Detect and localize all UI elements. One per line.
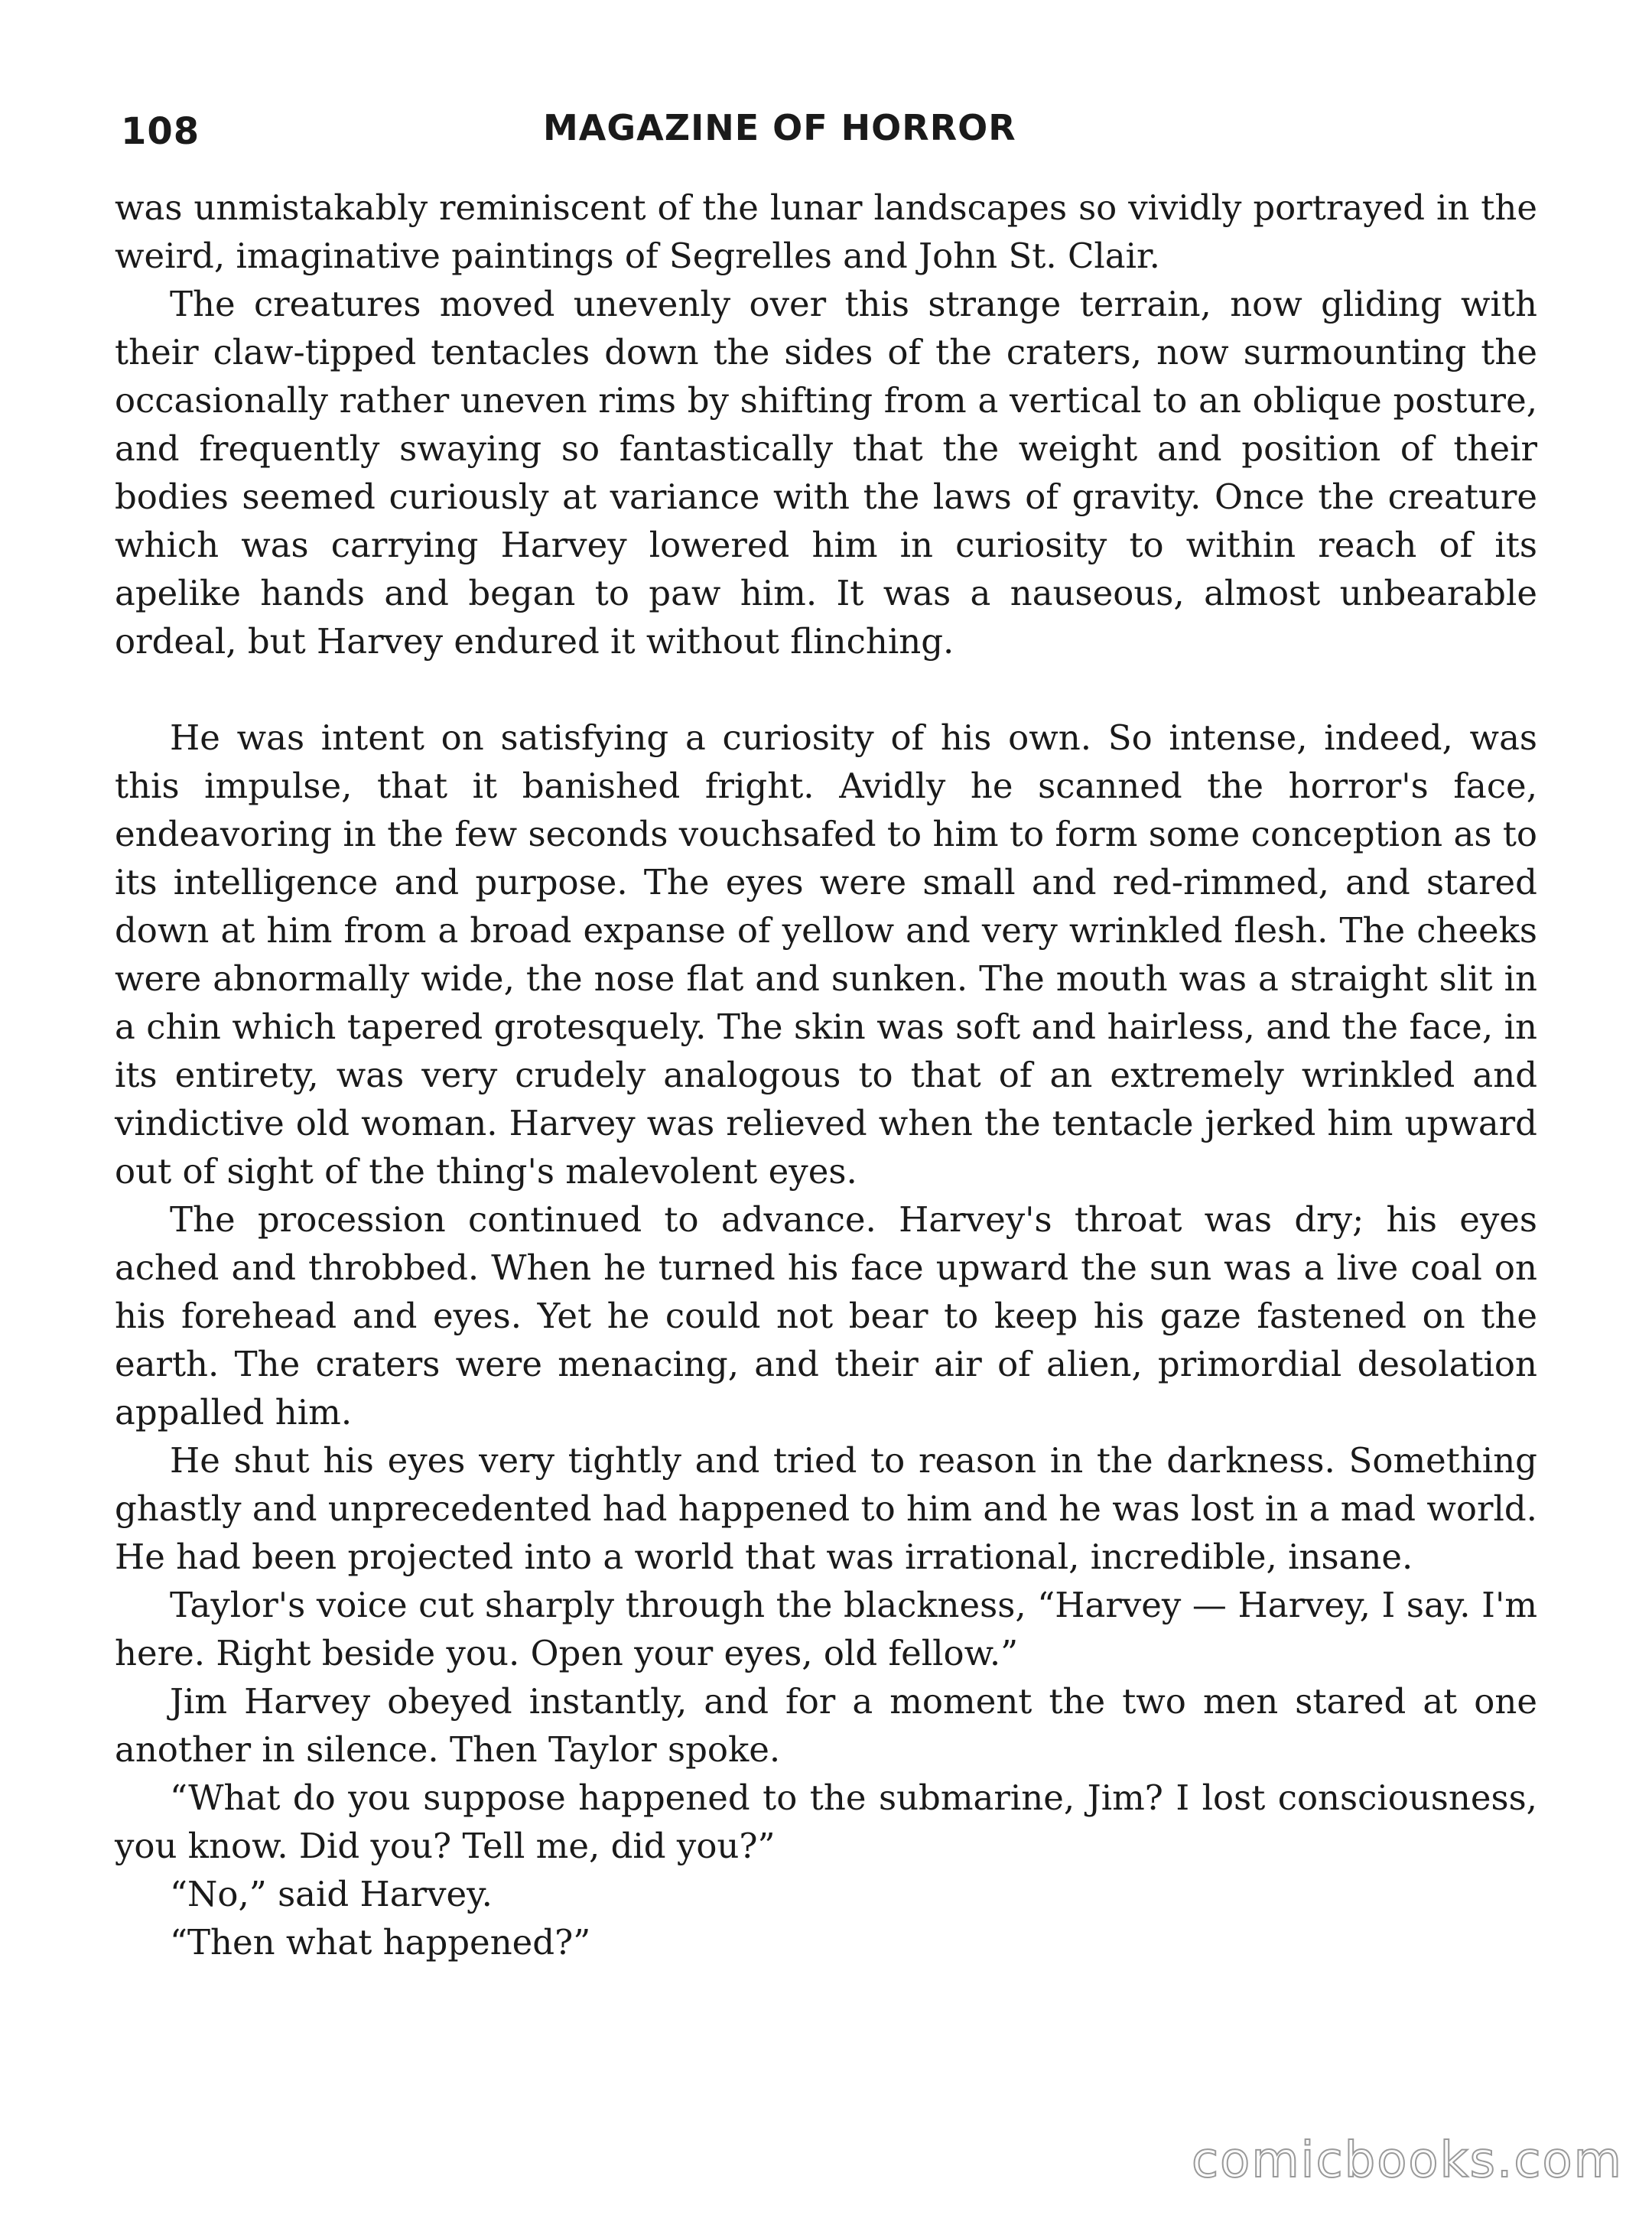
paragraph: “No,” said Harvey.: [170, 1874, 493, 1914]
paragraph: The creatures moved unevenly over this strange terrain, now gliding with their claw-tipped tentacles down the sides of the craters, now surmounting the occasionally rather uneven rims by shifting from a vertical to an oblique posture, and frequently swaying so fantastically that the weight and position of their bodies seemed curiously at variance with the laws of gravity. Once the creature which was carrying Harvey lowered him in curiosity to within reach of its apelike hands and began to paw him. It was a nauseous, almost unbearable ordeal, but Harvey endured it without flinching.: [115, 284, 1537, 662]
paragraph: was unmistakably reminiscent of the lunar landscapes so vividly portrayed in the weird, imaginative paintings of Segrelles and John St. Clair.: [115, 187, 1537, 276]
paragraph: “Then what happened?”: [170, 1922, 591, 1963]
paragraph: Jim Harvey obeyed instantly, and for a moment the two men stared at one another in silence. Then Taylor spoke.: [115, 1681, 1537, 1770]
page-number: 108: [121, 110, 200, 153]
running-head: MAGAZINE OF HORROR: [543, 107, 1016, 148]
site-watermark: comicbooks.com: [1191, 2132, 1623, 2189]
paragraph: The procession continued to advance. Harvey's throat was dry; his eyes ached and throbbed. When he turned his face upward the sun was a live coal on his forehead and eyes. Yet he could not bear to keep his gaze fastened on the earth. The craters were menacing, and their air of alien, primordial desolation appalled him.: [115, 1199, 1537, 1433]
paragraph: Taylor's voice cut sharply through the blackness, “Harvey — Harvey, I say. I'm here. Right beside you. Open your eyes, old fellow.”: [115, 1585, 1537, 1673]
page: [115, 99, 1537, 1966]
story-text: [115, 184, 1537, 1966]
paragraph: He was intent on satisfying a curiosity of his own. So intense, indeed, was this impulse, that it banished fright. Avidly he scanned the horror's face, endeavoring in the few seconds vouchsafed to him to form some conception as to its intelligence and purpose. The eyes were small and red-rimmed, and stared down at him from a broad expanse of yellow and very wrinkled flesh. The cheeks were abnormally wide, the nose flat and sunken. The mouth was a straight slit in a chin which tapered grotesquely. The skin was soft and hairless, and the face, in its entirety, was very crudely analogous to that of an extremely wrinkled and vindictive old woman. Harvey was relieved when the tentacle jerked him upward out of sight of the thing's malevolent eyes.: [115, 717, 1537, 1192]
paragraph: “What do you suppose happened to the submarine, Jim? I lost consciousness, you know. Did you? Tell me, did you?”: [115, 1777, 1537, 1866]
page-header: [115, 99, 1537, 184]
paragraph: He shut his eyes very tightly and tried to reason in the darkness. Something ghastly and unprecedented had happened to him and he was lost in a mad world. He had been projected into a world that was irrational, incredible, insane.: [115, 1440, 1537, 1577]
